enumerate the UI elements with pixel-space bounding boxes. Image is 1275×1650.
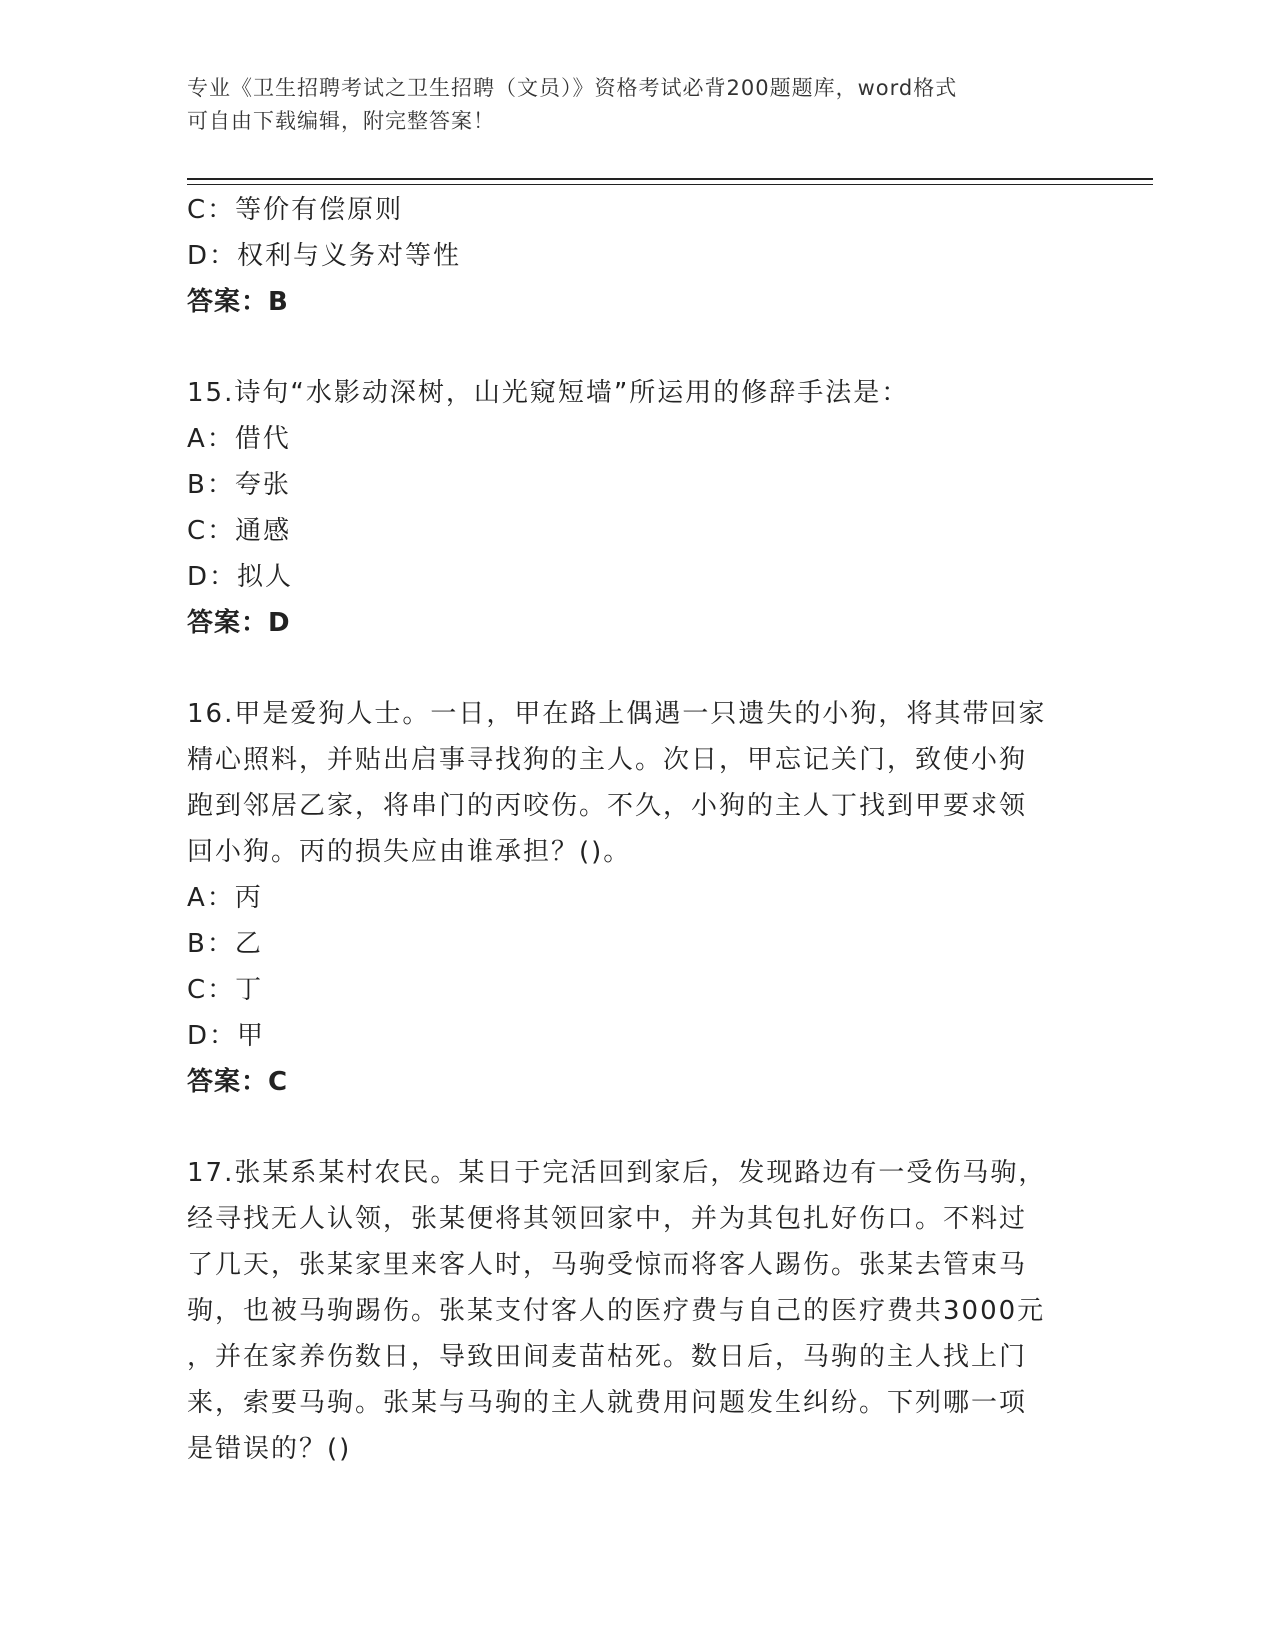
document-body bbox=[187, 187, 1087, 1472]
question-15 bbox=[187, 370, 1087, 646]
question-text-line: 16.甲是爱狗人士。一日，甲在路上偶遇一只遗失的小狗，将其带回家 bbox=[187, 699, 1047, 729]
option-d: D：拟人 bbox=[187, 562, 294, 592]
question-text-line: 精心照料，并贴出启事寻找狗的主人。次日，甲忘记关门，致使小狗 bbox=[187, 745, 1028, 775]
answer-line: 答案：B bbox=[187, 287, 289, 317]
question-text-line: 了几天，张某家里来客人时，马驹受惊而将客人踢伤。张某去管束马 bbox=[187, 1250, 1028, 1280]
header-line-2: 可自由下载编辑，附完整答案！ bbox=[187, 109, 495, 133]
question-17 bbox=[187, 1150, 1087, 1472]
option-a: A：借代 bbox=[187, 424, 291, 454]
question-text-line: 跑到邻居乙家，将串门的丙咬伤。不久，小狗的主人丁找到甲要求领 bbox=[187, 791, 1028, 821]
document-header bbox=[187, 72, 1067, 138]
question-text-line: 经寻找无人认领，张某便将其领回家中，并为其包扎好伤口。不料过 bbox=[187, 1204, 1028, 1234]
option-c: C：等价有偿原则 bbox=[187, 195, 404, 225]
option-d: D：甲 bbox=[187, 1021, 266, 1051]
header-line-1: 专业《卫生招聘考试之卫生招聘（文员）》资格考试必背200题题库，word格式 bbox=[187, 76, 958, 100]
option-b: B：乙 bbox=[187, 929, 263, 959]
question-text-line: 17.张某系某村农民。某日于完活回到家后，发现路边有一受伤马驹， bbox=[187, 1158, 1047, 1188]
question-14-tail bbox=[187, 187, 1087, 325]
option-b: B：夸张 bbox=[187, 470, 291, 500]
question-text-line: 15.诗句“水影动深树，山光窥短墙”所运用的修辞手法是： bbox=[187, 378, 910, 408]
option-c: C：通感 bbox=[187, 516, 292, 546]
answer-line: 答案：D bbox=[187, 608, 291, 638]
question-text-line: 驹，也被马驹踢伤。张某支付客人的医疗费与自己的医疗费共3000元 bbox=[187, 1296, 1046, 1326]
question-text-line: 是错误的？() bbox=[187, 1434, 352, 1464]
option-a: A：丙 bbox=[187, 883, 263, 913]
option-c: C：丁 bbox=[187, 975, 264, 1005]
option-d: D：权利与义务对等性 bbox=[187, 241, 462, 271]
question-text-line: ，并在家养伤数日，导致田间麦苗枯死。数日后，马驹的主人找上门 bbox=[187, 1342, 1028, 1372]
question-text-line: 来，索要马驹。张某与马驹的主人就费用问题发生纠纷。下列哪一项 bbox=[187, 1388, 1028, 1418]
header-rule-thin bbox=[187, 184, 1153, 185]
question-text-line: 回小狗。丙的损失应由谁承担？()。 bbox=[187, 837, 632, 867]
header-rule-thick bbox=[187, 178, 1153, 180]
question-16 bbox=[187, 691, 1087, 1105]
answer-line: 答案：C bbox=[187, 1067, 289, 1097]
